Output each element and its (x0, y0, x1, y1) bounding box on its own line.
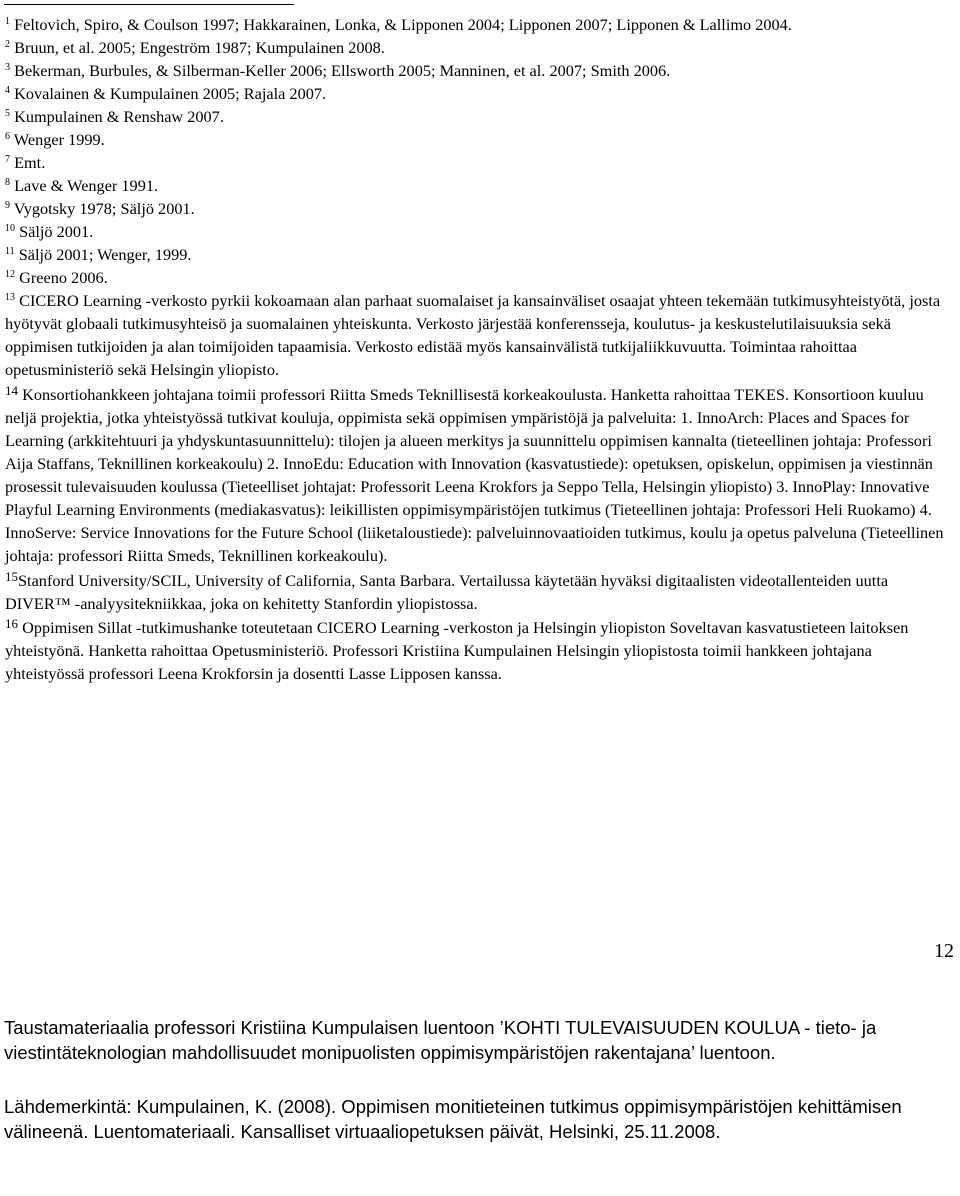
footnote-number: 4 (5, 85, 10, 96)
footnote-8 (5, 174, 955, 197)
footnote-number: 12 (5, 269, 15, 280)
footnote-text: CICERO Learning -verkosto pyrkii kokoamaan alan parhaat suomalaiset ja kansainväliset osaajat yhteen tekemään tutkimusyhteistyötä, josta hyötyvät globaali tutkimusyhteisö ja suomalainen yhteiskunta. Verkosto järjestää konferensseja, koulutus- ja keskustelutilaisuuksia sekä oppimisen tutkijoiden ja alan toimijoiden tapaamisia. Verkosto edistää myös kansainvälistä tutkijaliikkuvuutta. Toimintaa rahoittaa opetusministeriö sekä Helsingin yliopisto. (5, 291, 941, 379)
footer-spacer (4, 1065, 954, 1095)
footnote-4 (5, 82, 955, 105)
footnote-text: Feltovich, Spiro, & Coulson 1997; Hakkarainen, Lonka, & Lipponen 2004; Lipponen 2007; Lipponen & Lallimo 2004. (14, 15, 792, 34)
footnote-13 (5, 289, 955, 381)
footnote-text: Lave & Wenger 1991. (14, 176, 159, 195)
footnote-number: 6 (5, 131, 10, 142)
footnote-1 (5, 13, 955, 36)
footnote-3 (5, 59, 955, 82)
footnote-number: 2 (5, 39, 10, 50)
footnote-2 (5, 36, 955, 59)
footnote-text: Stanford University/SCIL, University of California, Santa Barbara. Vertailussa käytetään hyväksi digitaalisten videotallenteiden uutta DIVER™ -analyysitekniikkaa, joka on kehitetty Stanfordin yliopistossa. (5, 571, 889, 613)
footnote-number: 10 (5, 223, 15, 234)
footnote-text: Emt. (14, 153, 46, 172)
footnote-text: Säljö 2001. (19, 222, 94, 241)
footnote-text: Oppimisen Sillat -tutkimushanke toteutetaan CICERO Learning -verkoston ja Helsingin yliopiston Soveltavan kasvatustieteen laitoksen yhteistyönä. Hanketta rahoittaa Opetusministeriö. Professori Kristiina Kumpulainen Helsingin yliopistosta toimii hankkeen johtajana yhteistyössä professori Leena Krokforsin ja dosentti Lasse Lipposen kanssa. (5, 618, 909, 683)
footnote-number: 7 (5, 154, 10, 165)
footnote-number: 1 (5, 16, 10, 27)
footnote-11 (5, 243, 955, 266)
citation: Lähdemerkintä: Kumpulainen, K. (2008). Oppimisen monitieteinen tutkimus oppimisympäristöjen kehittämisen välineenä. Luentomateriaali. Kansalliset virtuaaliopetuksen päivät, Helsinki, 25.11.2008. (4, 1096, 902, 1142)
footnote-number: 5 (5, 108, 10, 119)
footnote-text: Säljö 2001; Wenger, 1999. (18, 245, 192, 264)
footnote-number: 11 (5, 246, 15, 257)
page-footer (4, 1016, 954, 1144)
footnote-text: Konsortiohankkeen johtajana toimii professori Riitta Smeds Teknillisestä korkeakoulusta. Hanketta rahoittaa TEKES. Konsortioon kuuluu neljä projektia, jotka yhteistyössä tutkivat kouluja, oppimista sekä oppimisen ympäristöjä ja palveluita: 1. InnoArch: Places and Spaces for Learning (arkkitehtuuri ja yhdyskuntasuunnittelu): tilojen ja alueen merkitys ja suunnittelu oppimisen kannalta (tieteellinen johtaja: Professori Aija Staffans, Teknillinen korkeakoulu) 2. InnoEdu: Education with Innovation (kasvatustiede): opetuksen, opiskelun, oppimisen ja viestinnän prosessit tulevaisuuden koulussa (Tieteelliset johtajat: Professorit Leena Krokfors ja Seppo Tella, Helsingin yliopisto) 3. InnoPlay: Innovative Playful Learning Environments (mediakasvatus): leikillisten oppimisympäristöjen tutkimus (Tieteellinen johtaja: Professori Heli Ruokamo) 4. InnoServe: Service Innovations for the Future School (liiketaloustiede): palveluinnovaatioiden tutkimus, koulu ja opetus palveluna (Tieteellinen johtaja: professori Riitta Smeds, Teknillinen korkeakoulu). (5, 385, 944, 565)
footnote-text: Greeno 2006. (19, 268, 108, 287)
footnote-text: Kovalainen & Kumpulainen 2005; Rajala 2007. (14, 84, 327, 103)
footnote-12 (5, 266, 955, 289)
footnote-text: Wenger 1999. (13, 130, 105, 149)
footnote-separator (4, 4, 294, 5)
footnote-7 (5, 151, 955, 174)
footnote-6 (5, 128, 955, 151)
footnote-number: 14 (5, 383, 18, 398)
footnote-number: 3 (5, 62, 10, 73)
footnote-16 (5, 616, 955, 685)
source-note: Taustamateriaalia professori Kristiina Kumpulaisen luentoon ’KOHTI TULEVAISUUDEN KOULUA - tieto- ja viestintäteknologian mahdollisuudet monipuolisten oppimisympäristöjen rakentajana’ luentoon. (4, 1017, 877, 1063)
page-number: 12 (934, 940, 954, 962)
footnote-15 (5, 569, 955, 615)
footnote-number: 8 (5, 177, 10, 188)
footnote-text: Kumpulainen & Renshaw 2007. (14, 107, 224, 126)
footnote-5 (5, 105, 955, 128)
footnote-text: Vygotsky 1978; Säljö 2001. (13, 199, 195, 218)
footnotes-list (5, 13, 955, 685)
footnote-number: 16 (5, 616, 18, 631)
footnote-text: Bruun, et al. 2005; Engeström 1987; Kumpulainen 2008. (14, 38, 385, 57)
footnote-number: 13 (5, 292, 15, 303)
footnote-10 (5, 220, 955, 243)
footnote-14 (5, 383, 955, 567)
footnote-text: Bekerman, Burbules, & Silberman-Keller 2006; Ellsworth 2005; Manninen, et al. 2007; Smith 2006. (14, 61, 671, 80)
footnote-number: 15 (5, 569, 18, 584)
footnote-number: 9 (5, 200, 10, 211)
footnote-9 (5, 197, 955, 220)
